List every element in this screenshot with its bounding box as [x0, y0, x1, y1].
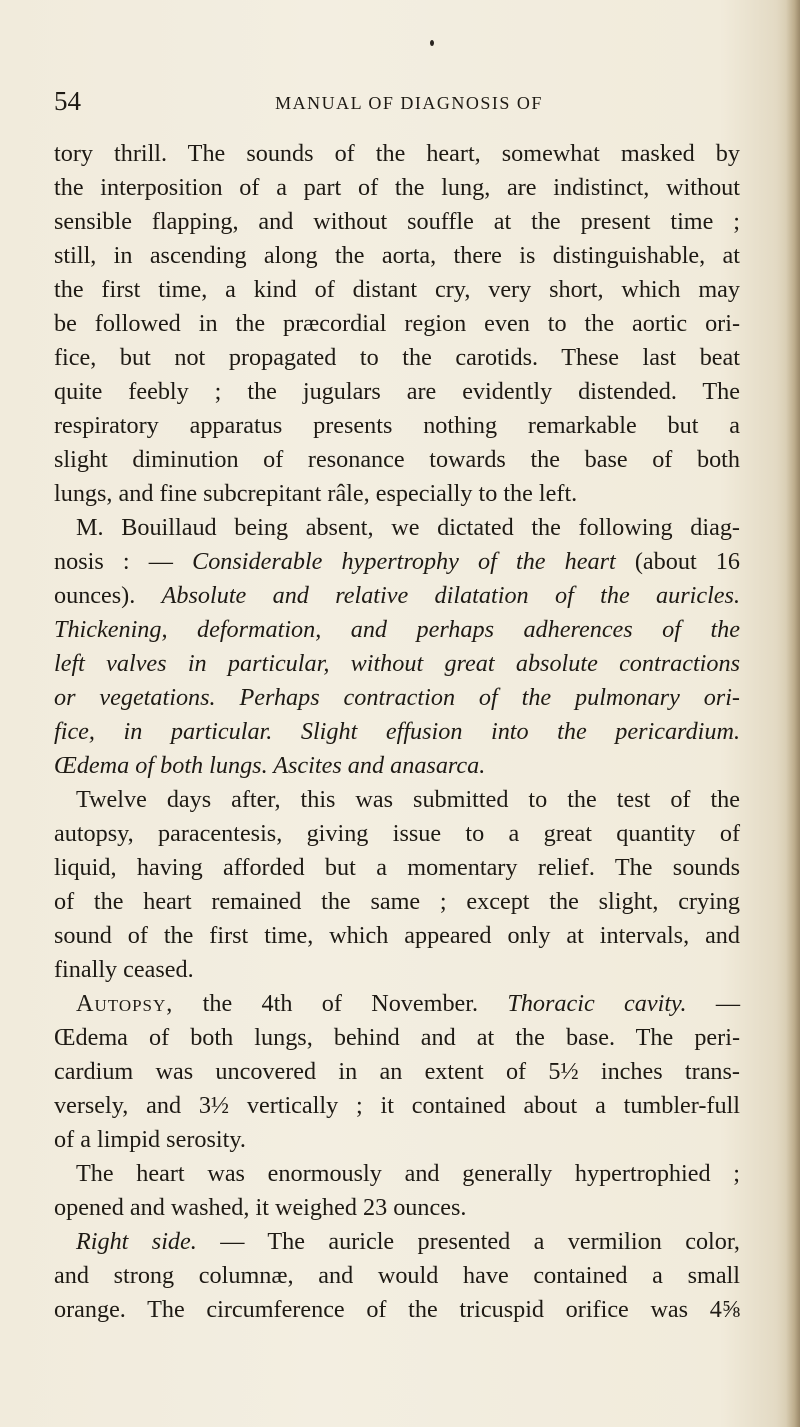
text-line: The heart was enormously and generally hypertrophied ; [76, 1160, 740, 1187]
text-line: fice, but not propagated to the carotids. These last beat [54, 344, 740, 371]
text-line [54, 545, 740, 579]
text-line: finally ceased. [54, 956, 194, 983]
text-line [54, 987, 740, 1021]
text-run: — [686, 990, 741, 1017]
text-line [54, 749, 740, 783]
page-edge-shadow [786, 0, 800, 1427]
page-header [54, 86, 744, 116]
text-line: lungs, and fine subcrepitant râle, especially to the left. [54, 480, 578, 507]
text-line [54, 715, 740, 749]
page-number: 54 [54, 86, 81, 116]
diagnosis-italic: Thickening, deformation, and perhaps adherences of the [54, 616, 740, 643]
text-line: Œdema of both lungs, behind and at the base. The peri- [54, 1024, 740, 1051]
text-line: the interposition of a part of the lung, are indistinct, without [54, 174, 740, 201]
section-heading-italic: Thoracic cavity. [507, 990, 687, 1017]
text-line: cardium was uncovered in an extent of 5½ inches trans- [54, 1058, 740, 1085]
text-line: still, in ascending along the aorta, there is distinguishable, at [54, 242, 740, 269]
diagnosis-italic: or vegetations. Perhaps contraction of the pulmonary ori- [54, 684, 740, 711]
text-line [54, 579, 740, 613]
text-run: (about 16 [615, 548, 740, 575]
body-text [54, 137, 740, 1327]
text-line [54, 681, 740, 715]
text-line: of the heart remained the same ; except the slight, crying [54, 888, 740, 915]
text-run: the 4th of November. [173, 990, 508, 1017]
text-line: M. Bouillaud being absent, we dictated the following diag- [76, 514, 740, 541]
text-run: ounces). [54, 582, 162, 609]
text-line: be followed in the præcordial region even to the aortic ori- [54, 310, 740, 337]
diagnosis-italic: fice, in particular. Slight effusion into the pericardium. [54, 718, 740, 745]
text-line: respiratory apparatus presents nothing remarkable but a [54, 412, 740, 439]
ink-speck [430, 40, 434, 46]
text-run: — The auricle presented a vermilion color, [196, 1228, 740, 1255]
diagnosis-italic: left valves in particular, without great absolute contractions [54, 650, 740, 677]
text-line: sensible flapping, and without souffle at the present time ; [54, 208, 740, 235]
diagnosis-italic: Considerable hypertrophy of the heart [192, 548, 616, 575]
section-label-smallcaps: Autopsy, [76, 990, 174, 1017]
running-head: MANUAL OF DIAGNOSIS OF [275, 93, 543, 113]
text-line [54, 613, 740, 647]
text-line [54, 647, 740, 681]
text-line: of a limpid serosity. [54, 1126, 246, 1153]
text-line: orange. The circumference of the tricuspid orifice was 4⅝ [54, 1296, 740, 1323]
diagnosis-italic: Œdema of both lungs. Ascites and anasarca. [54, 752, 486, 779]
text-line: Twelve days after, this was submitted to the test of the [76, 786, 740, 813]
text-line: and strong columnæ, and would have contained a small [54, 1262, 740, 1289]
text-line: liquid, having afforded but a momentary relief. The sounds [54, 854, 740, 881]
text-line: slight diminution of resonance towards the base of both [54, 446, 740, 473]
text-line: the first time, a kind of distant cry, very short, which may [54, 276, 740, 303]
text-line: versely, and 3½ vertically ; it contained about a tumbler-full [54, 1092, 740, 1119]
section-heading-italic: Right side. [76, 1228, 197, 1255]
text-line: sound of the first time, which appeared only at intervals, and [54, 922, 740, 949]
text-line: quite feebly ; the jugulars are evidently distended. The [54, 378, 740, 405]
text-line: opened and washed, it weighed 23 ounces. [54, 1194, 467, 1221]
text-line: tory thrill. The sounds of the heart, somewhat masked by [54, 140, 740, 167]
text-line [54, 1225, 740, 1259]
text-line: autopsy, paracentesis, giving issue to a great quantity of [54, 820, 740, 847]
text-run: nosis : — [54, 548, 193, 575]
diagnosis-italic: Absolute and relative dilatation of the auricles. [161, 582, 740, 609]
